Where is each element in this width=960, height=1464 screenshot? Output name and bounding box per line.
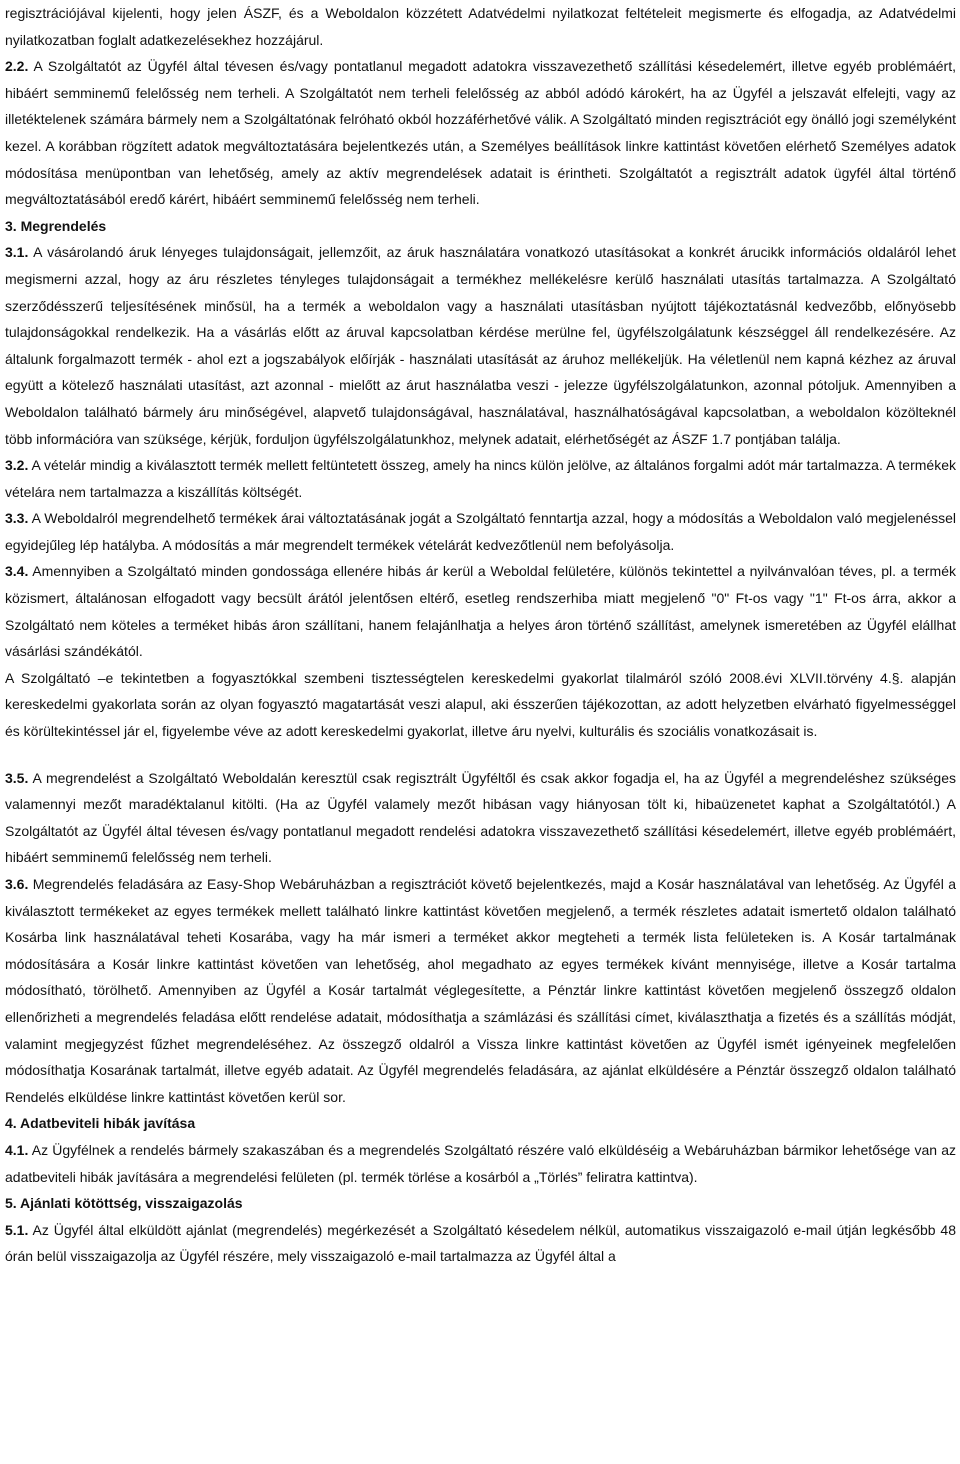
- paragraph-3-3: 3.3. A Weboldalról megrendelhető termékek árai változtatásának jogát a Szolgáltató fenntartja azzal, hogy a módosítás a Weboldalon való megjelenéssel egyidejűleg lép hatályba. A módosítás a már megrendelt termékek vételárát kedvezőtlenül nem befolyásolja.: [5, 510, 956, 553]
- paragraph-2-2: 2.2. A Szolgáltatót az Ügyfél által tévesen és/vagy pontatlanul megadott adatokra visszavezethető szállítási késedelemért, illetve egyéb problémáért, hibáért semminemű felelősség nem terheli. A Szolgáltatót nem terheli felelősség az abból adódó károkért, ha az Ügyfél a jelszavát elfelejti, vagy az illetéktelenek számára bármely nem a Szolgáltatónak felróható okból hozzáférhetővé válik. A Szolgáltató minden regisztrációt egy önálló jogi személyként kezel. A korábban rögzített adatok megváltoztatására bejelentkezés után, a Személyes beállítások linkre kattintást követően elérhető Személyes adatok módosítása menüpontban van lehetőség, amely az aktív megrendelések adatait is érintheti. Szolgáltatót a regisztrált adatok ügyfél által történő megváltoztatásából eredő kárért, hibáért semminemű felelősség nem terheli.: [5, 58, 956, 208]
- paragraph-gap: [5, 745, 956, 765]
- paragraph-3-5: 3.5. A megrendelést a Szolgáltató Weboldalán keresztül csak regisztrált Ügyféltől és csak akkor fogadja el, ha az Ügyfél a megrendeléshez szükséges valamennyi mezőt maradéktalanul kitölti. (Ha az Ügyfél valamely mezőt hibásan vagy hiányosan tölt ki, hibaüzenetet kaphat a Szolgáltatótól.) A Szolgáltatót az Ügyfél által tévesen és/vagy pontatlanul megadott rendelési adatokra visszavezethető szállítási késedelemért, illetve egyéb problémáért, hibáért semminemű felelősség nem terheli.: [5, 769, 956, 866]
- paragraph-3-6: 3.6. Megrendelés feladására az Easy-Shop Webáruházban a regisztrációt követő bejelentkezés, majd a Kosár használatával van lehetőség. Az Ügyfél a kiválasztott termékeket az egyes termékek mellett található linkre kattintást követően megjelenő, a termék részletes adatait ismertető oldalon található Kosárba link használatával teheti Kosarába, vagy ha már ismeri a terméket akkor megteheti a termék lista felületeken is. A Kosár tartalmának módosítására a Kosár linkre kattintást követően van lehetőség, ahol megadhato az egyes termékek kívánt mennyisége, illetve a Kosár tartalma módosítható, törölhető. Amennyiben az Ügyfél a Kosár tartalmát véglegesítette, a Pénztár linkre kattintást követően megjelenő összegző oldalon ellenőrizheti a megrendelés feladása előtt rendelése adatait, módosíthatja a számlázási és szállítási címet, kiválaszthatja a fizetés és a szállítás módját, valamint megjegyzést fűzhet megrendeléséhez. Az összegző oldalról a Vissza linkre kattintást követően az Ügyfél ismét igényeinek megfelelően módosíthatja Kosarának tartalmát, illetve egyéb adatait. Az Ügyfél megrendelés feladására, az ajánlat elküldésére a Pénztár összegző oldalon található Rendelés elküldése linkre kattintást követően kerül sor.: [5, 876, 956, 1105]
- paragraph-3-1: 3.1. A vásárolandó áruk lényeges tulajdonságait, jellemzőit, az áruk használatára vonatkozó utasításokat a konkrét árucikk információs oldaláról lehet megismerni azzal, hogy az áru részletes tényleges tulajdonságait a termékhez mellékelésre kerülő használati utasítás tartalmazza. A Szolgáltató szerződésszerű teljesítésének minősül, ha a termék a weboldalon vagy a használati utasításban nyújtott tájékoztatásnál kedvezőbb, előnyösebb tulajdonságokkal rendelkezik. Ha a vásárlás előtt az áruval kapcsolatban kérdése merülne fel, ügyfélszolgálatunk készséggel áll rendelkezésére. Az általunk forgalmazott termék - ahol ezt a jogszabályok előírják - használati utasítását az áruhoz mellékeljük. Ha véletlenül nem kapná kézhez az áruval együtt a kötelező használati utasítást, azt azonnal - mielőtt az árut használatba veszi - jelezze ügyfélszolgálatunkon, azonnal pótoljuk. Amennyiben a Weboldalon található bármely áru minőségével, alapvető tulajdonságával, használatával, használhatóságával kapcsolatban, a weboldalon közölteknél több információra van szüksége, kérjük, forduljon ügyfélszolgálatunkhoz, melynek adatait, elérhetőségét az ÁSZF 1.7 pontjában találja.: [5, 244, 956, 447]
- section-number: 3.4.: [5, 563, 29, 580]
- paragraph-3-4: 3.4. Amennyiben a Szolgáltató minden gondossága ellenére hibás ár kerül a Weboldal felületére, különös tekintettel a nyilvánvalóan téves, pl. a termék közismert, általánosan elfogadott vagy becsült árától jelentősen eltérő, esetleg rendszerhiba miatt megjelenő "0" Ft-os vagy "1" Ft-os árra, akkor a Szolgáltató nem köteles a terméket hibás áron szállítani, hanem felajánlhatja a helyes áron történő szállítást, amelynek ismeretében az Ügyfél elállhat vásárlási szándékától.: [5, 563, 956, 660]
- section-number: 3.2.: [5, 457, 29, 474]
- section-heading-5: 5. Ajánlati kötöttség, visszaigazolás: [5, 1195, 243, 1212]
- section-number: 3.5.: [5, 769, 29, 786]
- paragraph-3-2: 3.2. A vételár mindig a kiválasztott termék mellett feltüntetett összeg, amely ha nincs külön jelölve, az általános forgalmi adót már tartalmazza. A termékek vételára nem tartalmazza a kiszállítás költségét.: [5, 457, 956, 500]
- paragraph-consumer-protection: A Szolgáltató –e tekintetben a fogyasztókkal szembeni tisztességtelen kereskedelmi gyakorlat tilalmáról szóló 2008.évi XLVII.törvény 4.§. alapján kereskedelmi gyakorlata során az olyan fogyasztó magatartását veszi alapul, aki ésszerűen tájékozottan, az adott helyzetben elvárható figyelmességgel és körültekintéssel jár el, figyelembe véve az adott kereskedelmi gyakorlat, illetve áru nyelvi, kulturális és szociális vonatkozásait is.: [5, 669, 956, 740]
- section-number: 3.3.: [5, 510, 29, 527]
- section-number: 3.6.: [5, 876, 29, 892]
- section-number: 2.2.: [5, 58, 29, 75]
- paragraph-4-1: 4.1. Az Ügyfélnek a rendelés bármely szakaszában és a megrendelés Szolgáltató részére való elküldéséig a Webáruházban bármikor lehetősége van az adatbeviteli hibák javítására a megrendelési felületen (pl. termék törlése a kosárból a „Törlés” feliratra kattintva).: [5, 1141, 956, 1185]
- section-number: 4.1.: [5, 1141, 29, 1158]
- paragraph-5-1: 5.1. Az Ügyfél által elküldött ajánlat (megrendelés) megérkezését a Szolgáltató késedelem nélkül, automatikus visszaigazoló e-mail útján legkésőbb 48 órán belül visszaigazolja az Ügyfél részére, mely visszaigazoló e-mail tartalmazza az Ügyfél által a: [5, 1221, 956, 1265]
- section-heading-3: 3. Megrendelés: [5, 217, 107, 234]
- section-number: 5.1.: [5, 1221, 29, 1238]
- paragraph-intro-continuation: regisztrációjával kijelenti, hogy jelen ÁSZF, és a Weboldalon közzétett Adatvédelmi nyilatkozat feltételeit megismerte és elfogadja, az Adatvédelmi nyilatkozatban foglalt adatkezelésekhez hozzájárul.: [5, 5, 956, 48]
- section-heading-4: 4. Adatbeviteli hibák javítása: [5, 1115, 196, 1132]
- section-number: 3.1.: [5, 244, 29, 261]
